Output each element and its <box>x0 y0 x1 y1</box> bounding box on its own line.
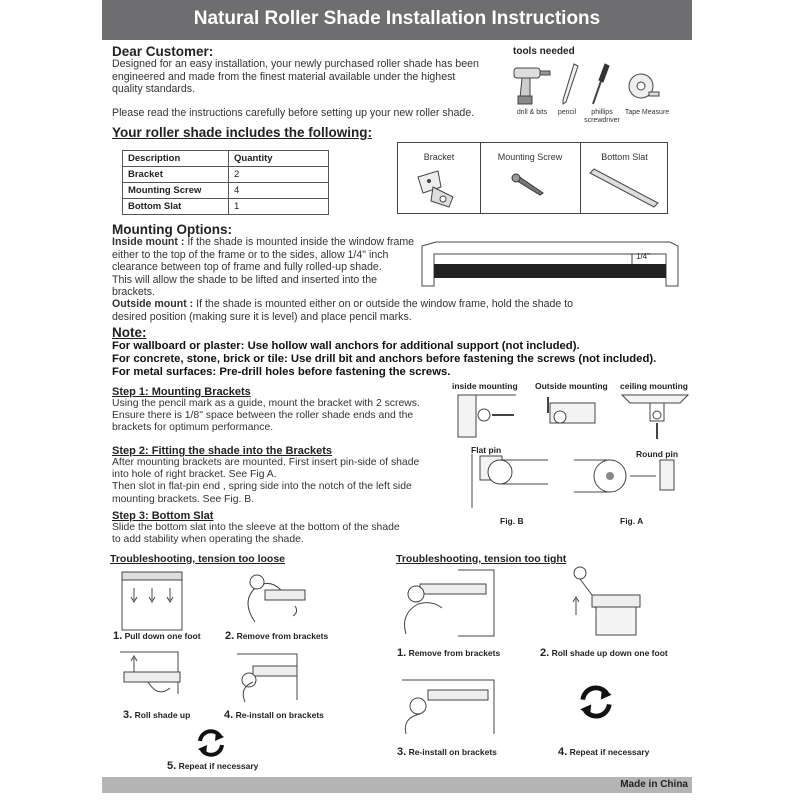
ceiling-mounting-label: ceiling mounting <box>620 381 688 391</box>
inside-mount-label: Inside mount : <box>112 236 185 248</box>
table-row <box>123 167 329 183</box>
part-caption: Bottom Slat <box>601 152 648 162</box>
step-caption-text: Pull down one foot <box>124 631 201 641</box>
tight-step-3-illustration <box>398 676 498 736</box>
inside-mount-line-text: If the shade is mounted inside the window frame <box>184 236 415 248</box>
footer-bar <box>102 777 692 793</box>
loose-step-2-illustration <box>235 572 307 624</box>
step-caption-text: Repeat if necessary <box>178 761 259 771</box>
tool-caption-line: phillips <box>591 109 613 116</box>
table-row <box>123 183 329 199</box>
table-cell: 2 <box>229 167 329 183</box>
step-number: 3. <box>123 709 133 721</box>
note-label: For metal surfaces: <box>112 366 217 378</box>
table-header: Quantity <box>229 151 329 167</box>
step-3-text <box>112 522 457 546</box>
flat-pin-label: Flat pin <box>471 445 502 455</box>
table-cell: 1 <box>229 199 329 215</box>
outside-mount-line: desired position (making sure it is level) and place pencil marks. <box>112 310 412 323</box>
loose-step-1-illustration <box>120 570 185 632</box>
tight-step-caption <box>397 746 497 758</box>
step-1-title: Step 1: Mounting Brackets <box>112 386 251 398</box>
repeat-icon <box>578 684 614 720</box>
step-caption-text: Roll shade up down one foot <box>551 648 668 658</box>
note-item <box>112 366 450 378</box>
tool-caption: pencil <box>557 109 577 116</box>
loose-step-4-illustration <box>235 652 307 704</box>
step-line: mounting brackets. See Fig. B. <box>112 493 255 505</box>
step-3-title: Step 3: Bottom Slat <box>112 510 214 522</box>
note-item <box>112 353 656 365</box>
outside-mounting-diagram <box>540 393 610 439</box>
loose-title: Troubleshooting, tension too loose <box>110 553 285 565</box>
table-row <box>123 199 329 215</box>
outside-mount-text <box>112 298 612 323</box>
bottom-slat-icon <box>588 167 660 209</box>
note-text: Pre-drill holes before fastening the screws. <box>216 366 451 378</box>
repeat-icon <box>196 728 226 758</box>
round-pin-label: Round pin <box>636 449 679 459</box>
inside-mount-line <box>112 236 422 249</box>
step-line: into hole of right bracket. See Fig A. <box>112 469 277 481</box>
inside-mount-line: This will allow the shade to be lifted and inserted into the <box>112 273 377 286</box>
fig-b-diagram <box>470 452 550 510</box>
loose-step-caption <box>167 760 258 772</box>
step-caption-text: Remove from brackets <box>236 631 329 641</box>
clearance-label: 1/4" <box>636 252 650 261</box>
parts-box <box>397 142 668 214</box>
step-line: brackets for optimum performance. <box>112 422 274 434</box>
step-1-text <box>112 398 457 435</box>
outside-mount-line <box>112 298 612 311</box>
table-cell: 4 <box>229 183 329 199</box>
intro-text <box>112 58 502 96</box>
intro-line: engineered and made from the finest material available under the highest <box>112 70 456 83</box>
note-label: For concrete, stone, brick or tile: <box>112 353 288 365</box>
page-title: Natural Roller Shade Installation Instructions <box>193 8 601 29</box>
part-caption: Bracket <box>423 152 455 162</box>
outside-mount-line-text: If the shade is mounted either on or outside the window frame, hold the shade to <box>193 298 574 310</box>
fig-a-label: Fig. A <box>620 516 644 526</box>
inside-mount-line: either to the top of the frame or to the sides, allow 1/4" inch <box>112 248 389 261</box>
inside-mount-line: clearance between top of frame and fully rolled-up shade. <box>112 261 382 274</box>
fig-b-label: Fig. B <box>500 516 524 526</box>
step-number: 4. <box>558 746 568 758</box>
step-caption-text: Repeat if necessary <box>569 747 650 757</box>
step-caption-text: Remove from brackets <box>408 648 501 658</box>
tool-caption: Tape Measure <box>624 109 670 116</box>
step-number: 5. <box>167 760 177 772</box>
step-number: 2. <box>540 647 550 659</box>
step-line: Using the pencil mark as a guide, mount the bracket with 2 screws. <box>112 398 420 409</box>
tool-caption-line: screwdriver <box>584 117 620 124</box>
note-title: Note: <box>112 325 147 340</box>
made-in-label: Made in China <box>620 779 688 790</box>
note-text: Use drill bit and anchors before fastening the screws (not included). <box>287 353 657 365</box>
step-caption-text: Re-install on brackets <box>235 710 324 720</box>
inside-mounting-label: inside mounting <box>452 381 518 391</box>
step-caption-text: Re-install on brackets <box>408 747 497 757</box>
drill-icon <box>512 62 552 106</box>
step-line: to add stability when operating the shade. <box>112 534 304 546</box>
intro-line: Designed for an easy installation, your newly purchased roller shade has been <box>112 58 479 70</box>
loose-step-caption <box>225 630 328 642</box>
greeting: Dear Customer: <box>112 44 214 59</box>
tight-step-2-illustration <box>568 565 643 640</box>
table-header-row <box>123 151 329 167</box>
tight-step-caption <box>397 647 500 659</box>
inside-mounting-diagram <box>456 393 526 439</box>
tight-step-caption <box>540 647 668 659</box>
bracket-icon <box>413 167 463 211</box>
loose-step-3-illustration <box>118 650 190 702</box>
includes-table <box>122 150 329 215</box>
part-caption: Mounting Screw <box>497 152 563 162</box>
tool-caption: drill & bits <box>516 109 548 116</box>
table-header: Description <box>123 151 229 167</box>
mounting-title: Mounting Options: <box>112 222 232 237</box>
tools-title: tools needed <box>513 46 575 57</box>
outside-mounting-label: Outside mounting <box>535 381 608 391</box>
screw-icon <box>510 173 550 203</box>
note-item <box>112 340 580 352</box>
loose-step-caption <box>123 709 190 721</box>
tape-measure-icon <box>627 70 659 102</box>
table-cell: Mounting Screw <box>123 183 229 199</box>
step-line: Ensure there is 1/8" space between the roller shade ends and the <box>112 410 414 422</box>
tight-title: Troubleshooting, tension too tight <box>396 553 567 565</box>
tight-step-1-illustration <box>398 568 498 638</box>
note-text: Use hollow wall anchors for additional support (not included). <box>244 340 580 352</box>
table-cell: Bracket <box>123 167 229 183</box>
pencil-icon <box>560 62 580 106</box>
table-cell: Bottom Slat <box>123 199 229 215</box>
includes-title: Your roller shade includes the following: <box>112 125 373 140</box>
inside-mount-line: brackets. <box>112 286 155 299</box>
step-line: Then slot in flat-pin end , spring side into the notch of the left side <box>112 481 412 493</box>
step-caption-text: Roll shade up <box>134 710 191 720</box>
ceiling-mounting-diagram <box>620 393 690 443</box>
step-number: 1. <box>113 630 123 642</box>
step-number: 2. <box>225 630 235 642</box>
step-2-title: Step 2: Fitting the shade into the Brackets <box>112 445 333 457</box>
note-label: For wallboard or plaster: <box>112 340 245 352</box>
step-line: After mounting brackets are mounted. First insert pin-side of shade <box>112 457 420 468</box>
inside-mount-text <box>112 236 422 299</box>
read-instructions: Please read the instructions carefully before setting up your new roller shade. <box>112 107 475 119</box>
outside-mount-label: Outside mount : <box>112 298 194 310</box>
step-number: 3. <box>397 746 407 758</box>
tight-step-caption <box>558 746 649 758</box>
loose-step-caption <box>113 630 201 642</box>
screwdriver-icon <box>589 62 613 106</box>
step-number: 1. <box>397 647 407 659</box>
step-number: 4. <box>224 709 234 721</box>
step-line: Slide the bottom slat into the sleeve at the bottom of the shade <box>112 522 400 533</box>
intro-line: quality standards. <box>112 83 196 96</box>
step-2-text <box>112 457 457 506</box>
tool-caption <box>584 109 620 125</box>
loose-step-caption <box>224 709 324 721</box>
fig-a-diagram <box>570 452 690 512</box>
inside-mount-diagram <box>420 240 680 288</box>
